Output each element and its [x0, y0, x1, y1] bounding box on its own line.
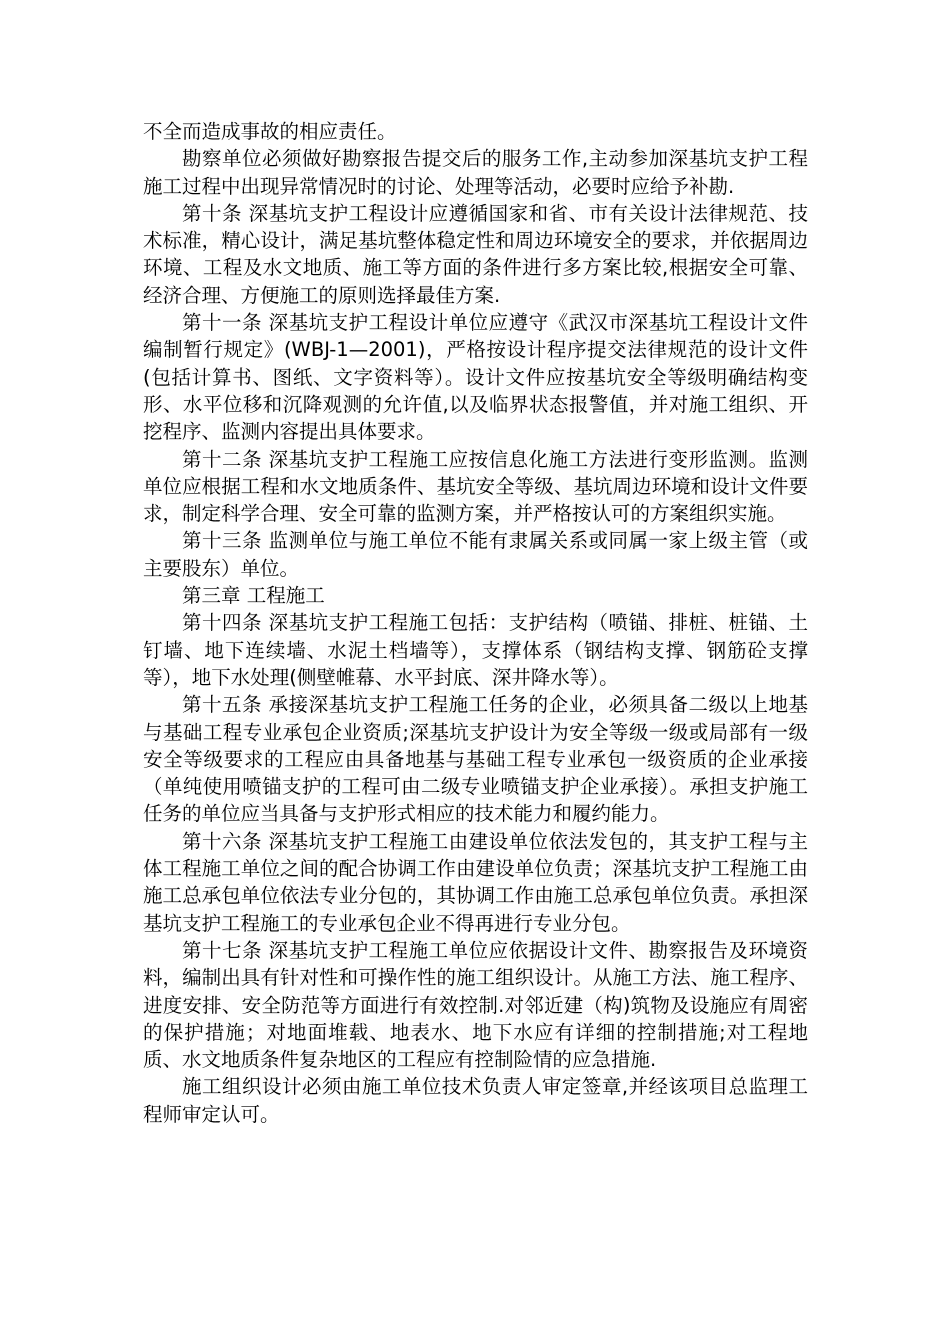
paragraph-article-14: 第十四条 深基坑支护工程施工包括：支护结构（喷锚、排桩、桩锚、土钉墙、地下连续墙、水泥土档墙等），支撑体系（钢结构支撑、钢筋砼支撑等），地下水处理(侧壁帷幕、水平封底、深井降水等）。 [143, 611, 808, 689]
paragraph-article-10: 第十条 深基坑支护工程设计应遵循国家和省、市有关设计法律规范、技术标准，精心设计，满足基坑整体稳定性和周边环境安全的要求，并依据周边环境、工程及水文地质、施工等方面的条件进行多方案比较,根据安全可靠、经济合理、方便施工的原则选择最佳方案. [143, 201, 808, 307]
document-body [143, 118, 808, 1128]
paragraph-article-17: 第十七条 深基坑支护工程施工单位应依据设计文件、勘察报告及环境资料，编制出具有针对性和可操作性的施工组织设计。从施工方法、施工程序、进度安排、安全防范等方面进行有效控制.对邻近建（构)筑物及设施应有周密的保护措施；对地面堆载、地表水、地下水应有详细的控制措施;对工程地质、水文地质条件复杂地区的工程应有控制险情的应急措施. [143, 938, 808, 1072]
paragraph-responsibility-tail: 不全而造成事故的相应责任。 [143, 120, 397, 143]
paragraph-article-11: 第十一条 深基坑支护工程设计单位应遵守《武汉市深基坑工程设计文件编制暂行规定》(WBJ-1—2001)，严格按设计程序提交法律规范的设计文件(包括计算书、图纸、文字资料等）。设计文件应按基坑安全等级明确结构变形、水平位移和沉降观测的允许值,以及临界状态报警值，并对施工组织、开挖程序、监测内容提出具体要求。 [143, 311, 808, 444]
paragraph-article-13: 第十三条 监测单位与施工单位不能有隶属关系或同属一家上级主管（或主要股东）单位。 [143, 529, 808, 580]
paragraph-construction-design-approval: 施工组织设计必须由施工单位技术负责人审定签章,并经该项目总监理工程师审定认可。 [143, 1075, 808, 1126]
paragraph-article-16: 第十六条 深基坑支护工程施工由建设单位依法发包的，其支护工程与主体工程施工单位之间的配合协调工作由建设单位负责；深基坑支护工程施工由施工总承包单位依法专业分包的，其协调工作由施工总承包单位负责。承担深基坑支护工程施工的专业承包企业不得再进行专业分包。 [143, 829, 808, 935]
paragraph-article-12: 第十二条 深基坑支护工程施工应按信息化施工方法进行变形监测。监测单位应根据工程和水文地质条件、基坑安全等级、基坑周边环境和设计文件要求，制定科学合理、安全可靠的监测方案，并严格按认可的方案组织实施。 [143, 447, 808, 526]
paragraph-survey-service: 勘察单位必须做好勘察报告提交后的服务工作,主动参加深基坑支护工程施工过程中出现异常情况时的讨论、处理等活动，必要时应给予补勘. [143, 147, 808, 198]
chapter-heading: 第三章 工程施工 [182, 584, 325, 608]
paragraph-article-15: 第十五条 承接深基坑支护工程施工任务的企业，必须具备二级以上地基与基础工程专业承包企业资质;深基坑支护设计为安全等级一级或局部有一级安全等级要求的工程应由具备地基与基础工程专业承包一级资质的企业承接（单纯使用喷锚支护的工程可由二级专业喷锚支护企业承接）。承担支护施工任务的单位应当具备与支护形式相应的技术能力和履约能力。 [143, 693, 808, 826]
